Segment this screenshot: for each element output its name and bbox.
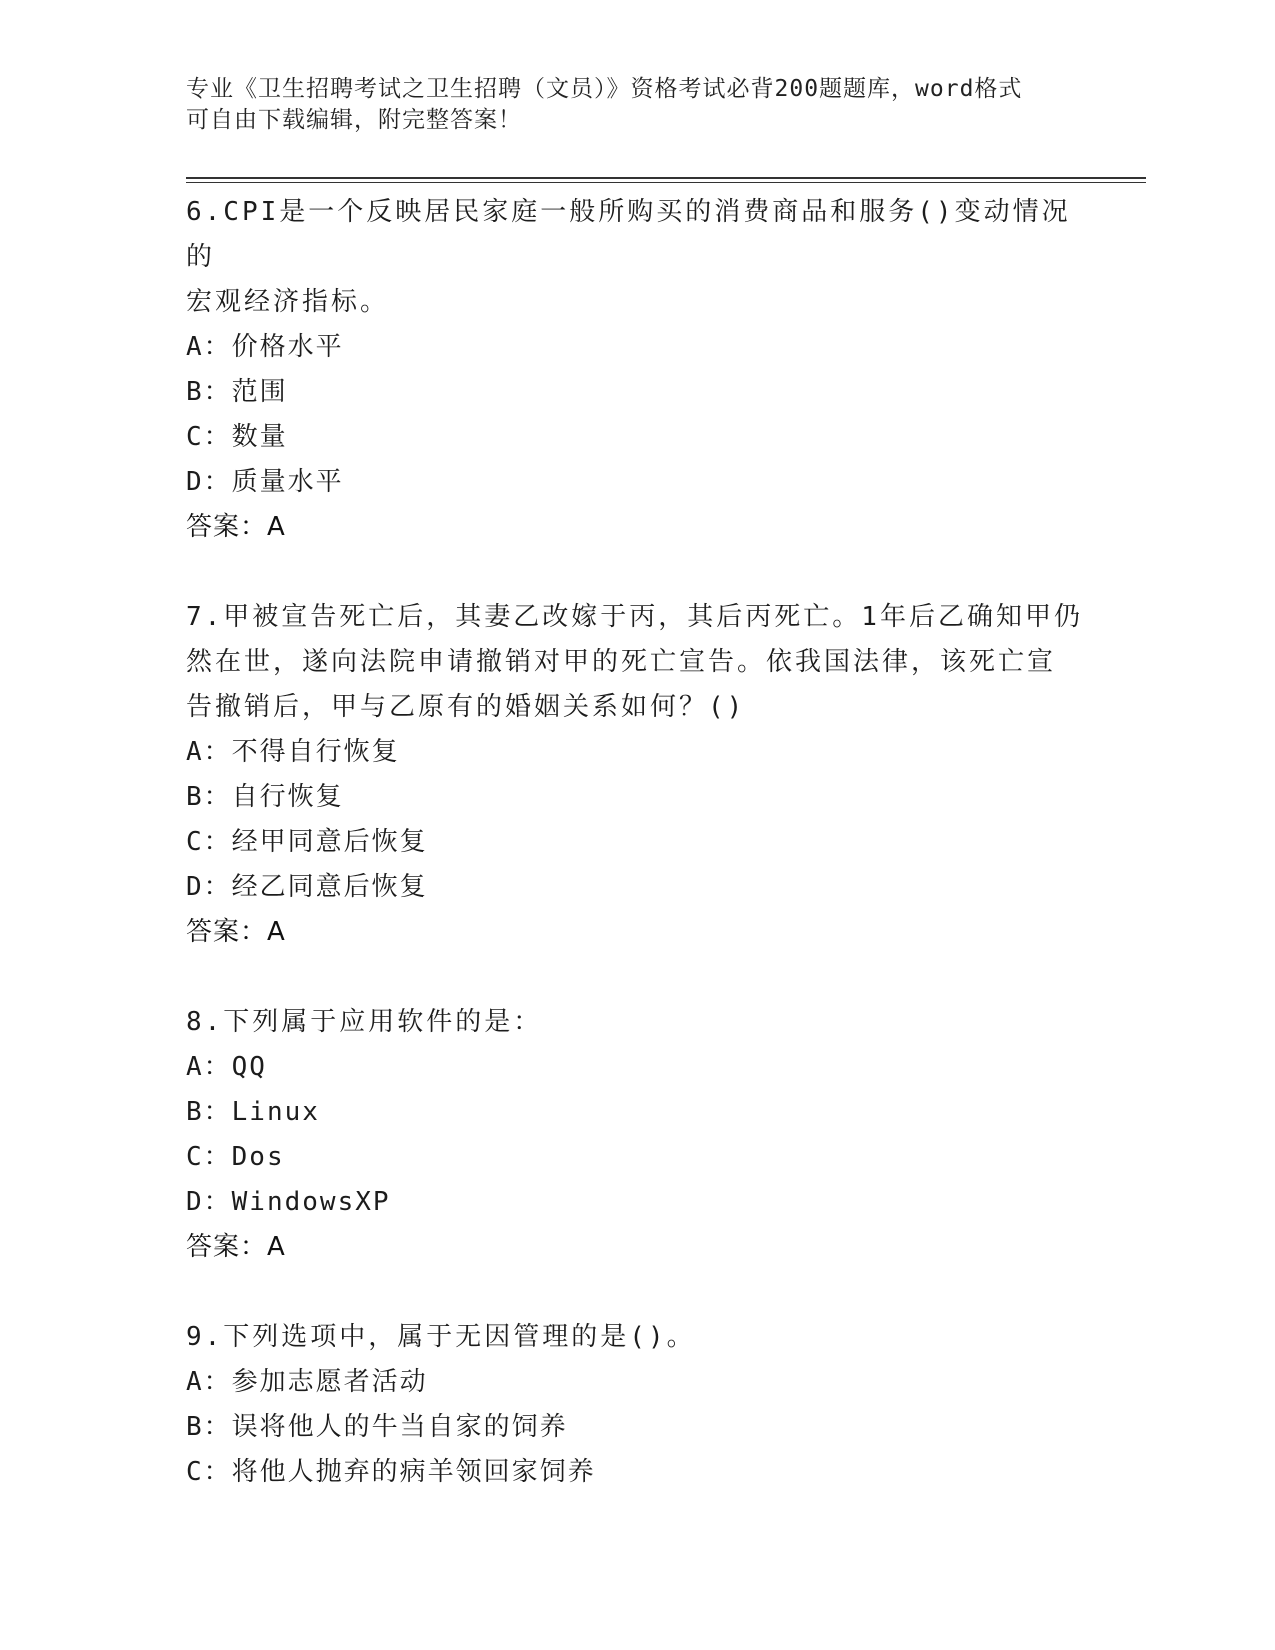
answer: 答案：A <box>186 917 286 947</box>
option-a: A：QQ <box>186 1052 267 1082</box>
spacer <box>186 1270 1086 1315</box>
option-c: C：Dos <box>186 1142 285 1172</box>
question-text-line: 然在世，遂向法院申请撤销对甲的死亡宣告。依我国法律，该死亡宣 <box>186 647 1057 677</box>
option-c: C：数量 <box>186 422 288 452</box>
question-text-line: 6.CPI是一个反映居民家庭一般所购买的消费商品和服务()变动情况的 <box>186 197 1071 272</box>
option-d: D：质量水平 <box>186 467 344 497</box>
option-a: A：参加志愿者活动 <box>186 1367 428 1397</box>
question-text-line: 9.下列选项中，属于无因管理的是()。 <box>186 1322 696 1352</box>
option-d: D：WindowsXP <box>186 1187 391 1217</box>
header-divider-thin <box>186 182 1146 183</box>
option-b: B：误将他人的牛当自家的饲养 <box>186 1412 568 1442</box>
option-c: C：经甲同意后恢复 <box>186 827 428 857</box>
document-header <box>186 74 1086 136</box>
option-c: C：将他人抛弃的病羊领回家饲养 <box>186 1457 596 1487</box>
option-a: A：不得自行恢复 <box>186 737 400 767</box>
option-d: D：经乙同意后恢复 <box>186 872 428 902</box>
option-a: A：价格水平 <box>186 332 344 362</box>
question-7 <box>186 595 1086 955</box>
spacer <box>186 955 1086 1000</box>
header-line-2: 可自由下载编辑，附完整答案！ <box>186 107 522 133</box>
question-list <box>186 190 1086 1495</box>
header-divider-thick <box>186 177 1146 179</box>
option-b: B：自行恢复 <box>186 782 344 812</box>
question-text-line: 7.甲被宣告死亡后，其妻乙改嫁于丙，其后丙死亡。1年后乙确知甲仍 <box>186 602 1083 632</box>
answer: 答案：A <box>186 1232 286 1262</box>
question-9 <box>186 1315 1086 1495</box>
question-8 <box>186 1000 1086 1270</box>
question-text-line: 告撤销后，甲与乙原有的婚姻关系如何？() <box>186 692 746 722</box>
spacer <box>186 550 1086 595</box>
question-text-line: 8.下列属于应用软件的是： <box>186 1007 543 1037</box>
option-b: B：范围 <box>186 377 288 407</box>
question-text-line: 宏观经济指标。 <box>186 287 390 317</box>
option-b: B：Linux <box>186 1097 320 1127</box>
header-line-1: 专业《卫生招聘考试之卫生招聘（文员）》资格考试必背200题题库，word格式 <box>186 76 1023 102</box>
question-6 <box>186 190 1086 550</box>
answer: 答案：A <box>186 512 286 542</box>
